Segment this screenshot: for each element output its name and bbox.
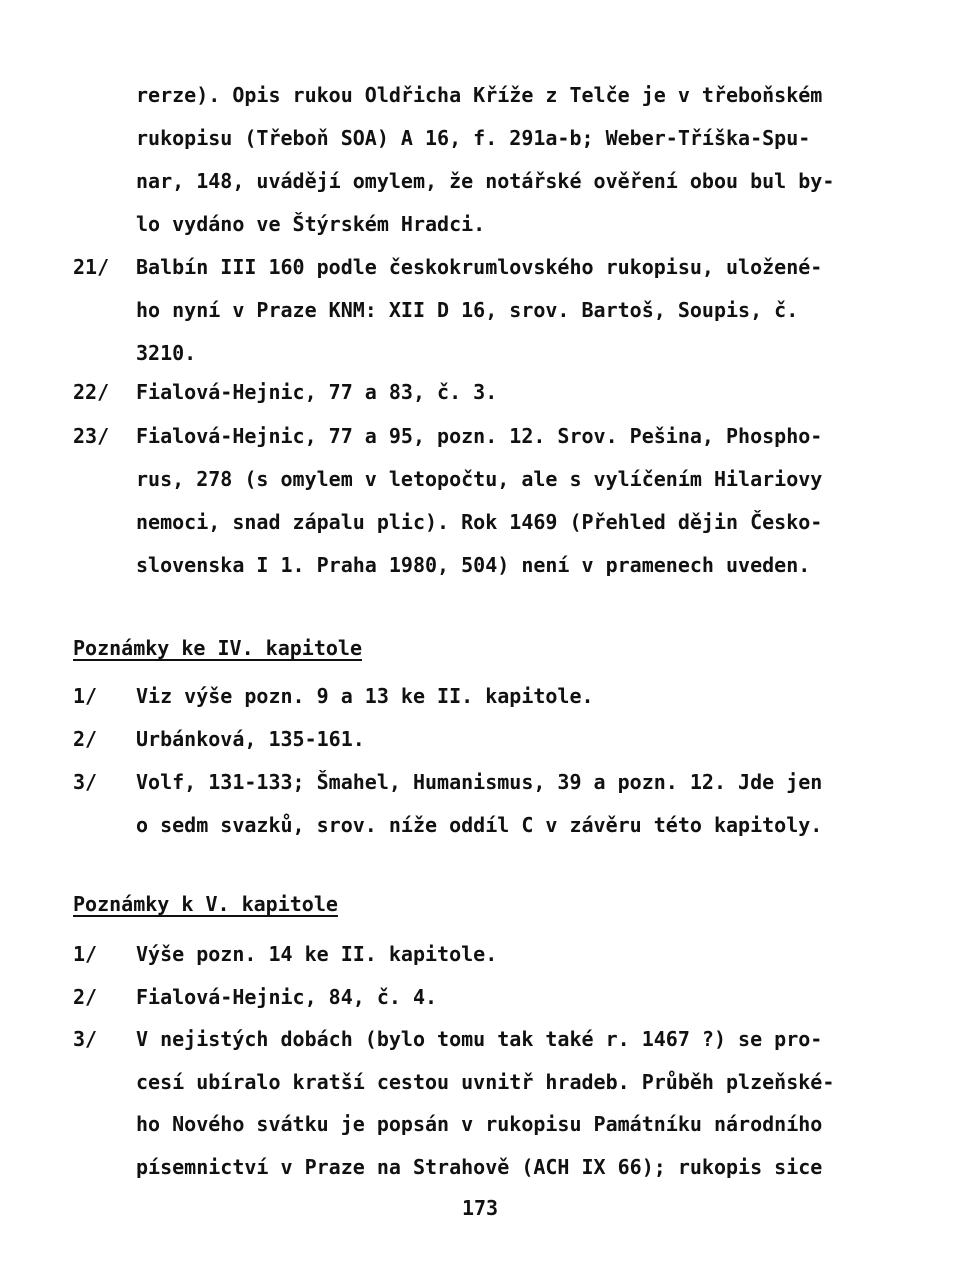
text-line: Volf, 131-133; Šmahel, Humanismus, 39 a pozn. 12. Jde jen xyxy=(136,770,823,794)
note-number: 23/ xyxy=(73,424,110,448)
text-line: Výše pozn. 14 ke II. kapitole. xyxy=(136,942,498,966)
note-number: 3/ xyxy=(73,770,98,794)
note-number: 22/ xyxy=(73,380,110,404)
note-number: 2/ xyxy=(73,985,98,1009)
text-line: cesí ubíralo kratší cestou uvnitř hradeb. Průběh plzeňské- xyxy=(136,1070,835,1094)
text-line: o sedm svazků, srov. níže oddíl C v závěru této kapitoly. xyxy=(136,813,823,837)
text-line: Balbín III 160 podle českokrumlovského rukopisu, uložené- xyxy=(136,255,823,279)
section-heading: Poznámky ke IV. kapitole xyxy=(73,636,362,660)
text-line: rerze). Opis rukou Oldřicha Kříže z Telče je v třeboňském xyxy=(136,83,823,107)
text-line: nemoci, snad zápalu plic). Rok 1469 (Přehled dějin Česko- xyxy=(136,510,823,534)
text-line: Fialová-Hejnic, 77 a 95, pozn. 12. Srov. Pešina, Phospho- xyxy=(136,424,823,448)
text-line: V nejistých dobách (bylo tomu tak také r. 1467 ?) se pro- xyxy=(136,1027,823,1051)
text-line: lo vydáno ve Štýrském Hradci. xyxy=(136,212,486,236)
text-line: rukopisu (Třeboň SOA) A 16, f. 291a-b; Weber-Tříška-Spu- xyxy=(136,126,811,150)
note-number: 1/ xyxy=(73,942,98,966)
text-line: Urbánková, 135-161. xyxy=(136,727,365,751)
text-line: ho nyní v Praze KNM: XII D 16, srov. Bartoš, Soupis, č. xyxy=(136,298,799,322)
note-number: 21/ xyxy=(73,255,110,279)
text-line: 3210. xyxy=(136,341,197,365)
note-number: 2/ xyxy=(73,727,98,751)
page-number: 173 xyxy=(461,1196,499,1220)
note-number: 3/ xyxy=(73,1027,98,1051)
text-line: ho Nového svátku je popsán v rukopisu Památníku národního xyxy=(136,1112,823,1136)
text-line: Fialová-Hejnic, 77 a 83, č. 3. xyxy=(136,380,498,404)
text-line: písemnictví v Praze na Strahově (ACH IX 66); rukopis sice xyxy=(136,1155,823,1179)
text-line: slovenska I 1. Praha 1980, 504) není v pramenech uveden. xyxy=(136,553,811,577)
section-heading: Poznámky k V. kapitole xyxy=(73,892,338,916)
note-number: 1/ xyxy=(73,684,98,708)
text-line: rus, 278 (s omylem v letopočtu, ale s vylíčením Hilariovy xyxy=(136,467,823,491)
text-line: nar, 148, uvádějí omylem, že notářské ověření obou bul by- xyxy=(136,169,835,193)
text-line: Fialová-Hejnic, 84, č. 4. xyxy=(136,985,438,1009)
text-line: Viz výše pozn. 9 a 13 ke II. kapitole. xyxy=(136,684,594,708)
